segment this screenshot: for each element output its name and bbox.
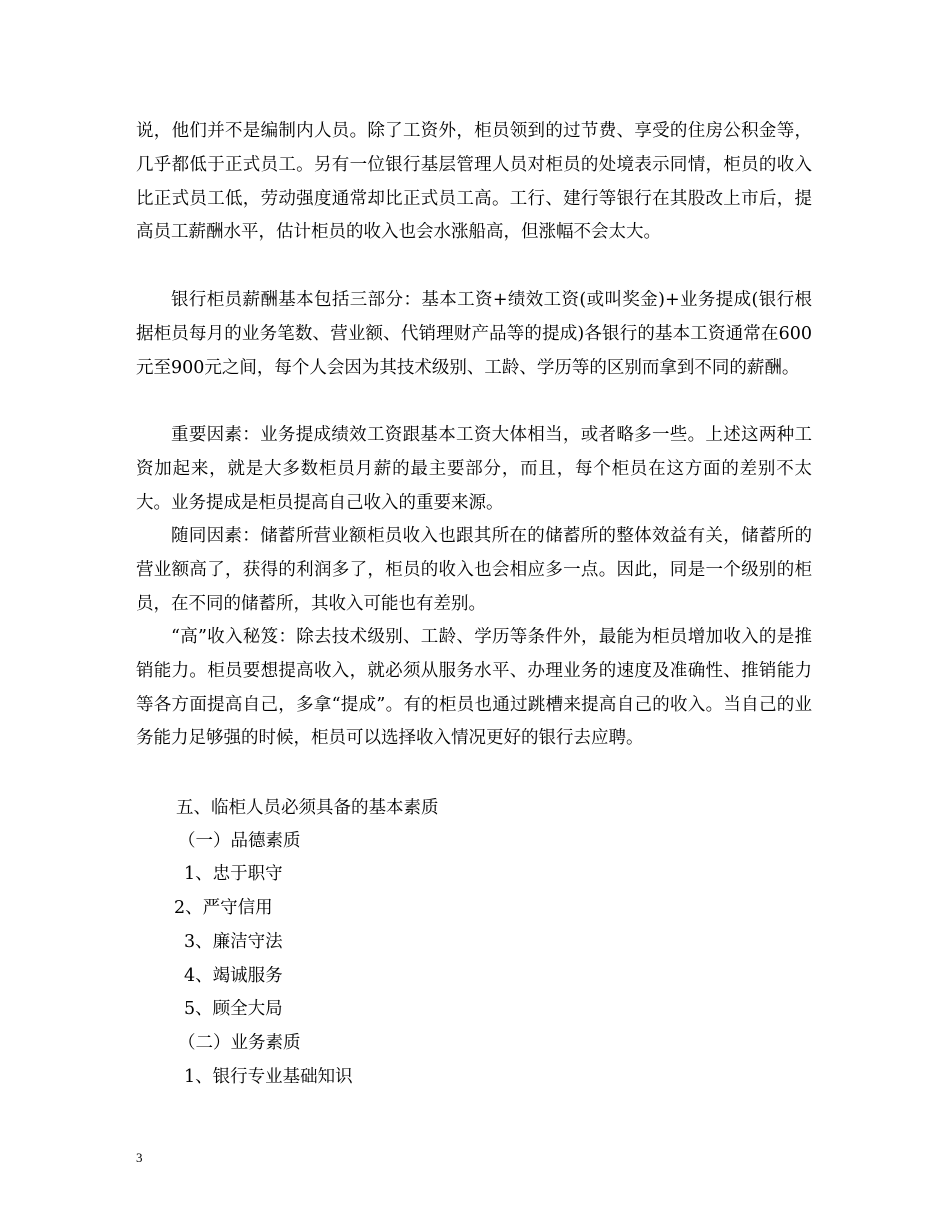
- list-item: 2、严守信用: [174, 898, 273, 918]
- paragraph-1: 说，他们并不是编制内人员。除了工资外，柜员领到的过节费、享受的住房公积金等，几乎都低于正式员工。另有一位银行基层管理人员对柜员的处境表示同情，柜员的收入比正式员工低，劳动强度通常却比正式员工高。工行、建行等银行在其股改上市后，提高员工薪酬水平，估计柜员的收入也会水涨船高，但涨幅不会太大。: [136, 121, 812, 243]
- list-item: 1、忠于职守: [184, 864, 283, 884]
- paragraph-3: 重要因素：业务提成绩效工资跟基本工资大体相当，或者略多一些。上述这两种工资加起来，就是大多数柜员月薪的最主要部分，而且，每个柜员在这方面的差别不太大。业务提成是柜员提高自己收入的重要来源。: [136, 425, 812, 513]
- list-item: 1、银行专业基础知识: [184, 1067, 353, 1087]
- page-number: 3: [136, 1150, 143, 1165]
- subsection-heading-1: （一）品德素质: [178, 831, 301, 851]
- subsection-heading-2: （二）业务素质: [178, 1033, 301, 1053]
- section-heading: 五、临柜人员必须具备的基本素质: [176, 798, 439, 818]
- list-item: 4、竭诚服务: [184, 966, 283, 986]
- list-item: 3、廉洁守法: [184, 932, 283, 952]
- paragraph-2: 银行柜员薪酬基本包括三部分：基本工资+绩效工资(或叫奖金)+业务提成(银行根据柜员每月的业务笔数、营业额、代销理财产品等的提成)各银行的基本工资通常在600元至900元之间，每个人会因为其技术级别、工龄、学历等的区别而拿到不同的薪酬。: [136, 290, 812, 378]
- paragraph-4: 随同因素：储蓄所营业额柜员收入也跟其所在的储蓄所的整体效益有关，储蓄所的营业额高了，获得的利润多了，柜员的收入也会相应多一点。因此，同是一个级别的柜员，在不同的储蓄所，其收入可能也有差别。: [136, 526, 812, 614]
- paragraph-5: “高”收入秘笈：除去技术级别、工龄、学历等条件外，最能为柜员增加收入的是推销能力。柜员要想提高收入，就必须从服务水平、办理业务的速度及准确性、推销能力等各方面提高自己，多拿“提成”。有的柜员也通过跳槽来提高自己的收入。当自己的业务能力足够强的时候，柜员可以选择收入情况更好的银行去应聘。: [136, 627, 812, 749]
- list-item: 5、顾全大局: [184, 999, 283, 1019]
